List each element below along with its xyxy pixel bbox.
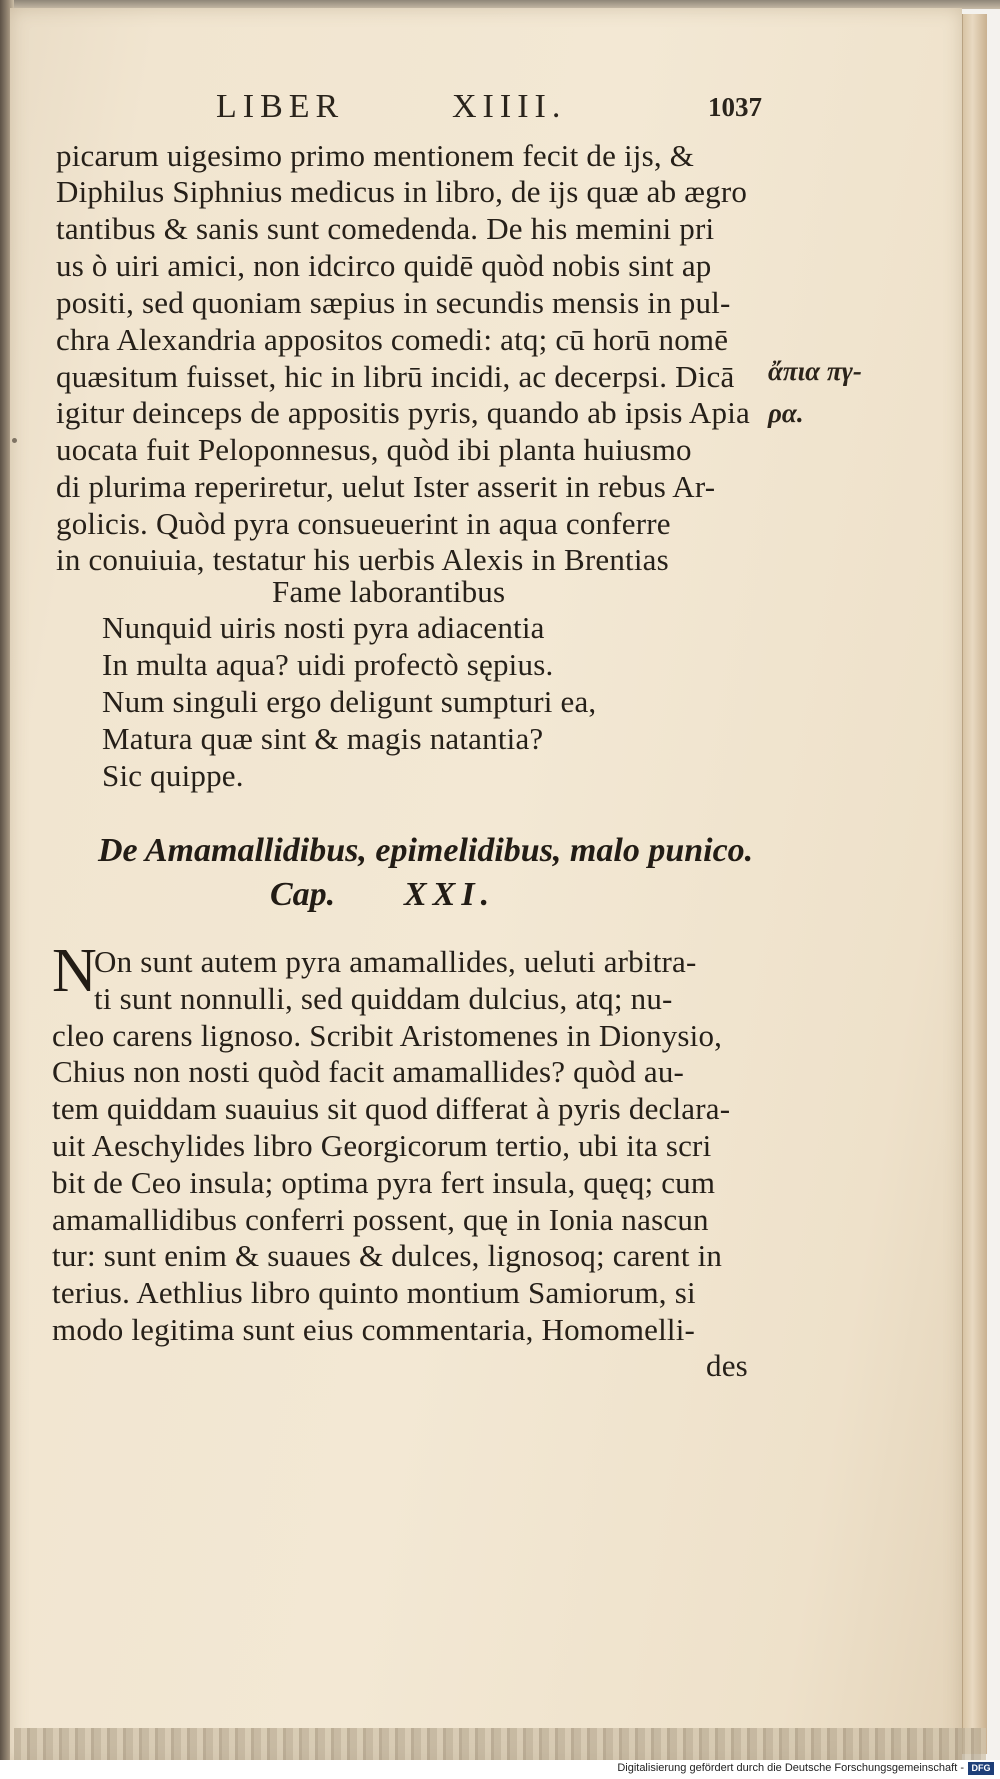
chapter-line: Chius non nosti quòd facit amamallides? quòd au- [52, 1054, 685, 1089]
verse-line: Matura quæ sint & magis natantia? [102, 721, 544, 756]
body-line: in conuiuia, testatur his uerbis Alexis in Brentias [56, 542, 669, 577]
margin-note-line: ρα. [768, 398, 804, 428]
verse-line: Sic quippe. [102, 758, 244, 793]
running-title-left: LIBER [216, 88, 345, 125]
chapter-line: cleo carens lignoso. Scribit Aristomenes in Dionysio, [52, 1018, 723, 1053]
chapter-line: modo legitima sunt eius commentaria, Homomelli- [52, 1312, 696, 1347]
footer-credit: Digitalisierung gefördert durch die Deutsche Forschungsgemeinschaft - [617, 1762, 964, 1774]
body-line: igitur deinceps de appositis pyris, quando ab ipsis Apia [56, 395, 750, 430]
body-line: di plurima reperiretur, uelut Ister asserit in rebus Ar- [56, 469, 716, 504]
drop-capital: N [52, 937, 97, 1005]
body-line: chra Alexandria appositos comedi: atq; cū horū nomē [56, 322, 729, 357]
page-fore-edge [962, 14, 987, 1754]
verse-line: In multa aqua? uidi profectò sępius. [102, 647, 554, 682]
verse-indent-line: Fame laborantibus [272, 574, 506, 609]
chapter-label: Cap. [270, 876, 336, 913]
chapter-line: tem quiddam suauius sit quod differat à pyris declara- [52, 1091, 731, 1126]
chapter-title: De Amamallidibus, epimelidibus, malo punico. [98, 832, 754, 869]
body-line: Diphilus Siphnius medicus in libro, de ijs quæ ab ægro [56, 174, 748, 209]
chapter-line: amamallidibus conferri possent, quę in Ionia nascun [52, 1202, 709, 1237]
catchword: des [706, 1348, 748, 1383]
chapter-line: tur: sunt enim & suaues & dulces, lignosoq; carent in [52, 1238, 723, 1273]
chapter-line: terius. Aethlius libro quinto montium Samiorum, si [52, 1275, 696, 1310]
body-line: us ò uiri amici, non idcirco quidē quòd nobis sint ap [56, 248, 712, 283]
body-line: uocata fuit Peloponnesus, quòd ibi planta huiusmo [56, 432, 692, 467]
bottom-edge-strip [14, 1728, 986, 1760]
verse-line: Nunquid uiris nosti pyra adiacentia [102, 610, 545, 645]
chapter-line: ti sunt nonnulli, sed quiddam dulcius, atq; nu- [94, 981, 673, 1016]
verse-line: Num singuli ergo deligunt sumpturi ea, [102, 684, 597, 719]
chapter-line: uit Aeschylides libro Georgicorum tertio, ubi ita scri [52, 1128, 712, 1163]
running-title-right: XIIII. [452, 88, 567, 125]
body-line: picarum uigesimo primo mentionem fecit de ijs, & [56, 138, 695, 173]
body-line: quæsitum fuisset, hic in librū incidi, ac decerpsi. Dicā [56, 359, 735, 394]
page-number: 1037 [708, 92, 762, 122]
body-line: tantibus & sanis sunt comedenda. De his memini pri [56, 211, 715, 246]
margin-note-line: ἄπια πγ- [768, 356, 862, 386]
body-line: positi, sed quoniam sæpius in secundis mensis in pul- [56, 285, 731, 320]
ink-speck [12, 438, 17, 443]
body-line: golicis. Quòd pyra consueuerint in aqua conferre [56, 506, 671, 541]
chapter-line: bit de Ceo insula; optima pyra fert insula, quęq; cum [52, 1165, 716, 1200]
chapter-number: XXI. [404, 876, 496, 913]
dfg-logo: DFG [968, 1762, 994, 1775]
chapter-line: On sunt autem pyra amamallides, ueluti arbitra- [94, 944, 697, 979]
